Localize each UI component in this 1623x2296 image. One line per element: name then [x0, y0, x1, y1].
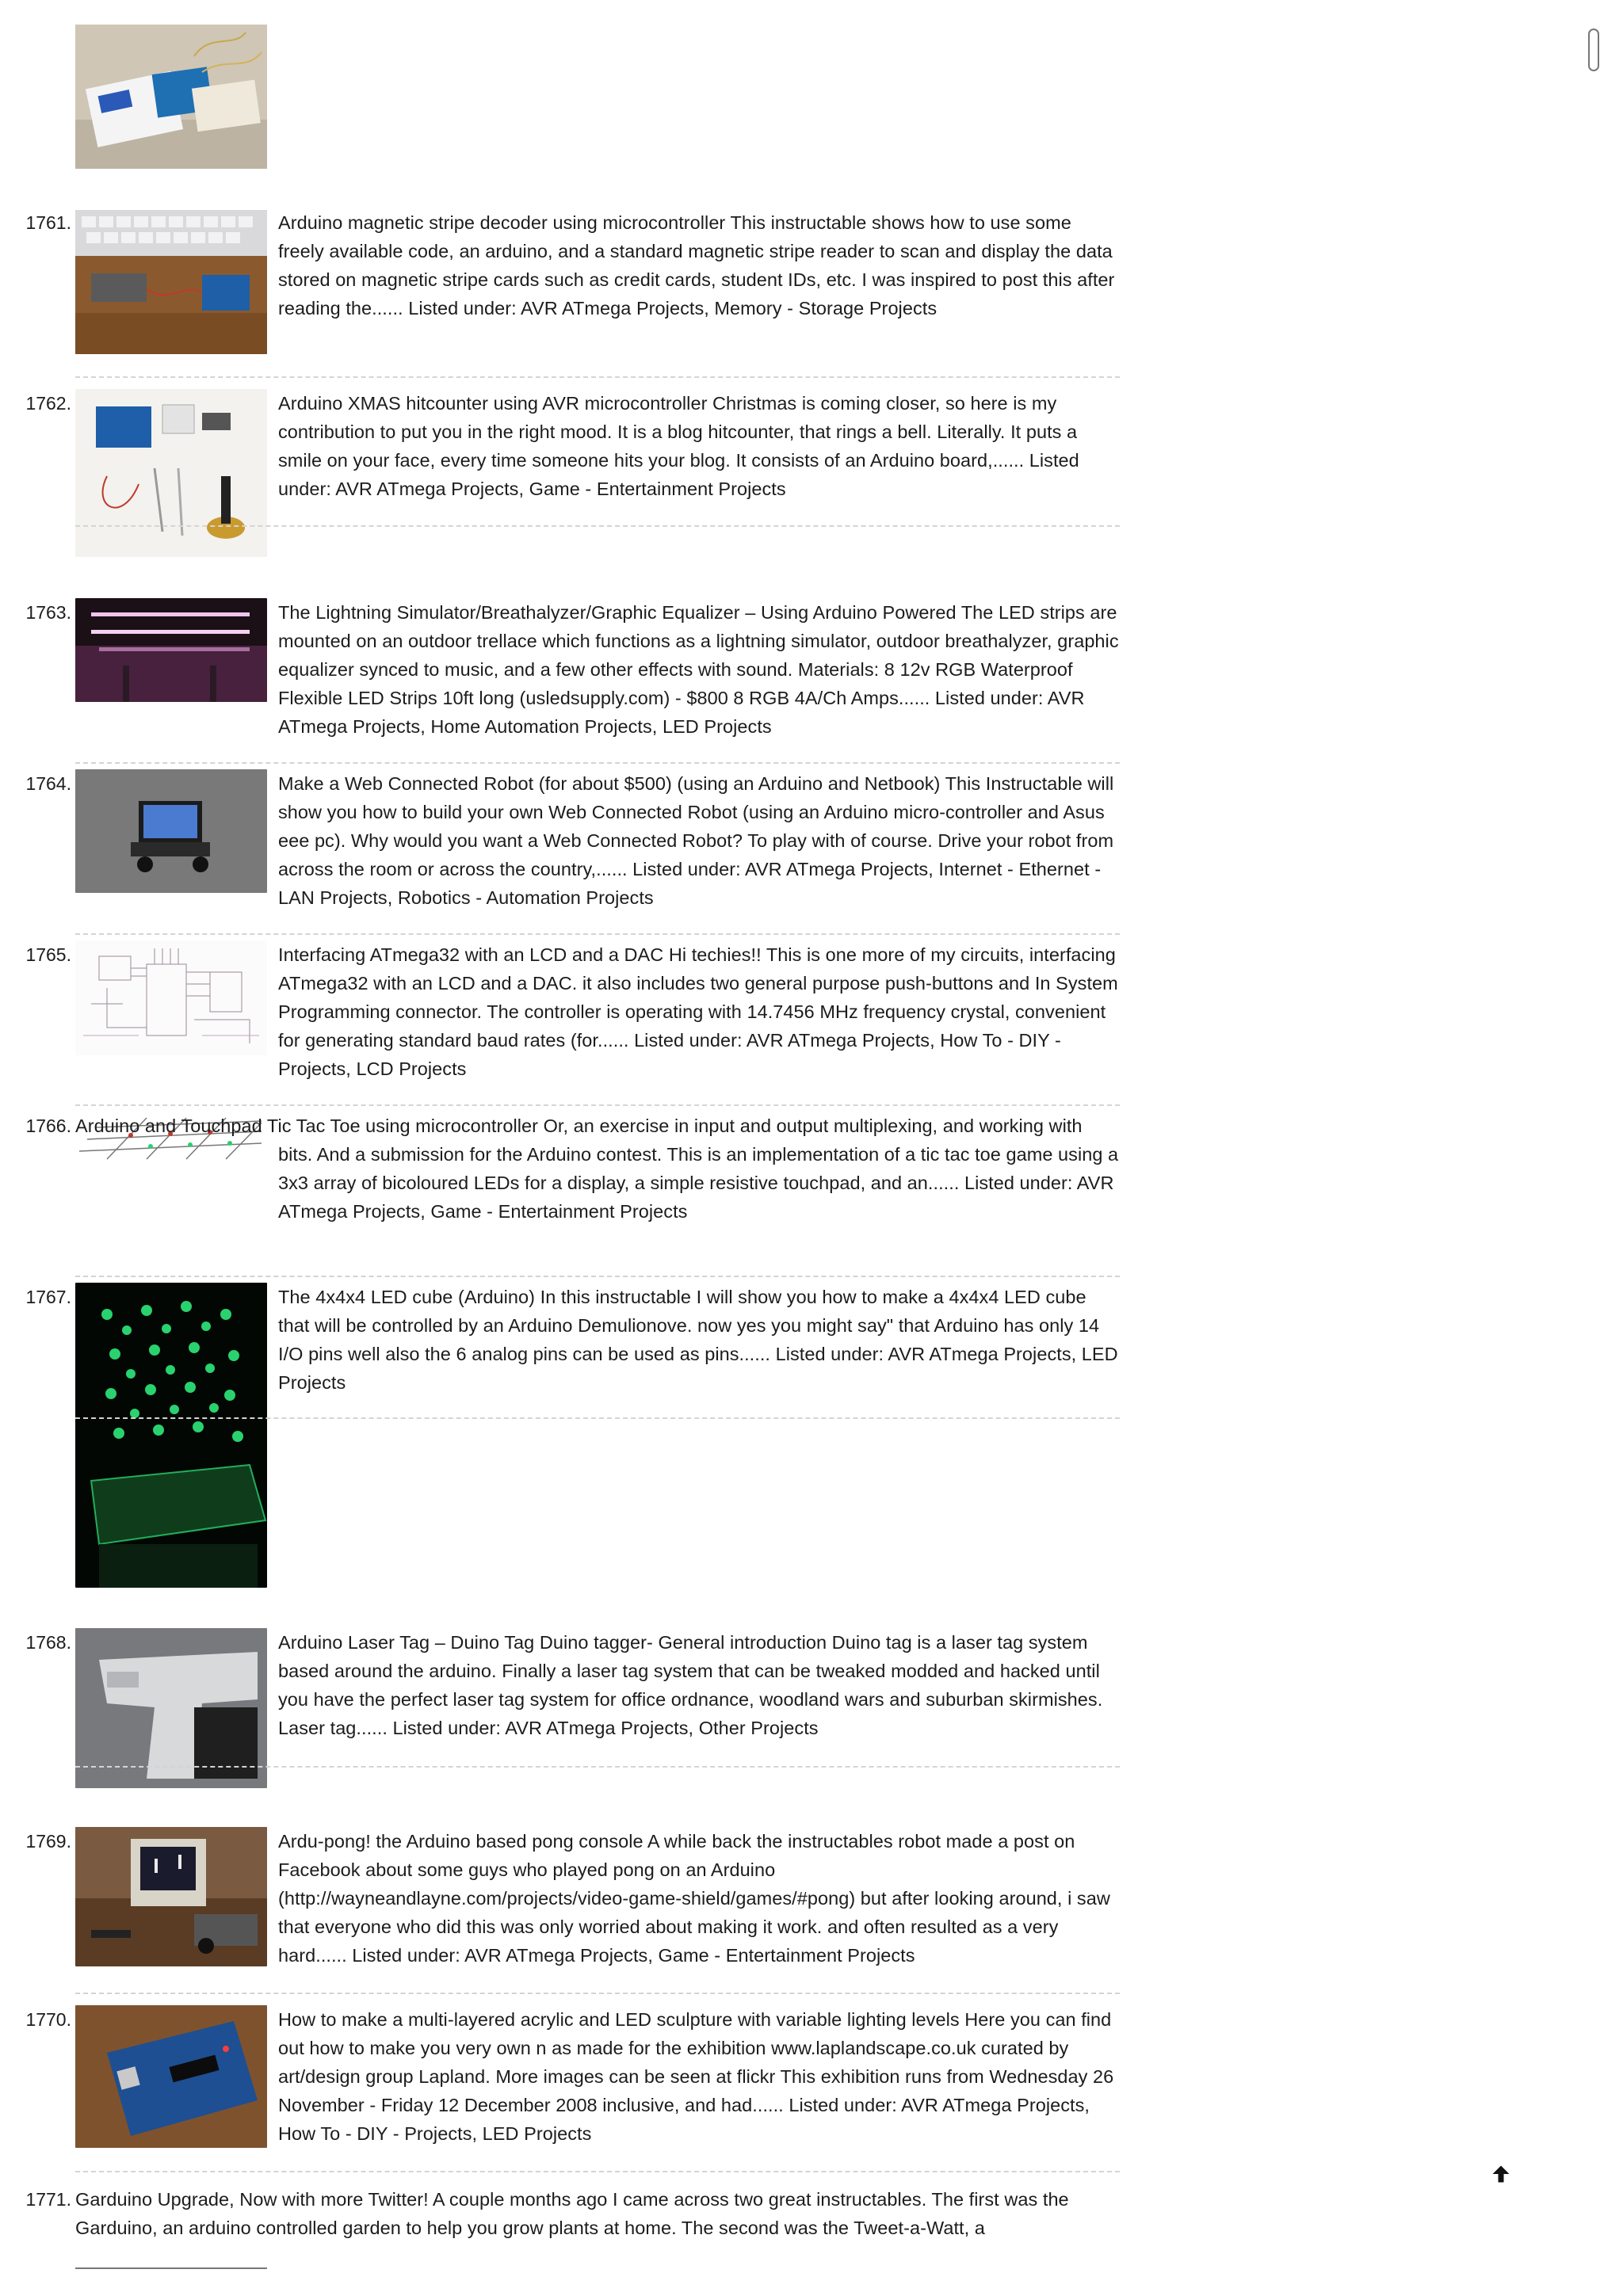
- thumbnail-web-robot[interactable]: [75, 769, 267, 893]
- arrow-up-icon: [1490, 2163, 1512, 2185]
- item-description: The 4x4x4 LED cube (Arduino) In this instructable I will show you how to make a 4x4x4 LED cube that will be controlled by an Arduino Demulionove. now yes you might say" that Arduino has only 14 I/O pins well also the 6 analog pins can be used as pins...... Listed under: AVR ATmega Projects, LED Projects: [278, 1287, 1118, 1393]
- item-separator: [75, 762, 1120, 764]
- item-description: Arduino XMAS hitcounter using AVR microcontroller Christmas is coming closer, so here is my contribution to put you in the right mood. It is a blog hitcounter, that rings a bell. Literally. It puts a smile on your face, every time someone hits your blog. It consists of an Arduino board,...... Listed under: AVR ATmega Projects, Game - Entertainment Projects: [278, 393, 1079, 499]
- item-number: 1770.: [25, 2009, 71, 2030]
- item-number: 1771.: [25, 2189, 71, 2210]
- item-description-text: Arduino and Touchpad Tic Tac Toe using microcontroller Or, an exercise in input and output multiplexing, and working with bits. And a submission for the Arduino contest. This is an implementation of a tic tac toe game using a 3x3 array of bicoloured LEDs for a display, a simple resistive touchpad, and an...... Listed under: AVR ATmega Projects, Game - Entertainment Projects: [75, 1116, 1119, 1222]
- thumbnail-laser-tag[interactable]: [75, 1628, 267, 1788]
- item-description: Arduino Laser Tag – Duino Tag Duino tagger- General introduction Duino tag is a laser tag system based around the arduino. Finally a laser tag system that can be tweaked modded and hacked until you have the perfect laser tag system for office ordnance, woodland wars and suburban skirmishes. Laser tag...... Listed under: AVR ATmega Projects, Other Projects: [278, 1632, 1103, 1738]
- item-description: Garduino Upgrade, Now with more Twitter! A couple months ago I came across two great instructables. The first was the Garduino, an arduino controlled garden to help you grow plants at home. The second was the Tweet-a-Watt, a: [75, 2189, 1069, 2238]
- item-number: 1767.: [25, 1287, 71, 1307]
- item-number: 1763.: [25, 602, 71, 623]
- item-separator: [75, 1993, 1120, 1994]
- item-description: Ardu-pong! the Arduino based pong console A while back the instructables robot made a post on Facebook about some guys who played pong on an Arduino (http://wayneandlayne.com/projects/video-game-shield/games/#pong) but after looking around, i saw that everyone who did this was only worried about making it work. and often resulted as a very hard...... Listed under: AVR ATmega Projects, Game - Entertainment Projects: [278, 1831, 1110, 1966]
- item-number: 1768.: [25, 1632, 71, 1653]
- scrollbar-thumb[interactable]: [1588, 29, 1599, 71]
- divider: [75, 2267, 267, 2269]
- item-separator: [75, 1417, 1120, 1419]
- item-description: Make a Web Connected Robot (for about $500) (using an Arduino and Netbook) This Instructable will show you how to build your own Web Connected Robot (using an Arduino micro-controller and Asus eee pc). Why would you want a Web Connected Robot? To play with of course. Drive your robot from across the room or across the country,...... Listed under: AVR ATmega Projects, Internet - Ethernet - LAN Projects, Robotics - Automation Projects: [278, 773, 1114, 908]
- item-number: 1769.: [25, 1831, 71, 1852]
- thumbnail-pong-console[interactable]: [75, 1827, 267, 1966]
- item-number: 1764.: [25, 773, 71, 794]
- back-to-top-button[interactable]: [1487, 2160, 1515, 2188]
- item-description: How to make a multi-layered acrylic and LED sculpture with variable lighting levels Here you can find out how to make you very own n as made for the exhibition www.laplandscape.co.uk curated by art/design group Lapland. More images can be seen at flickr This exhibition runs from Wednesday 26 November - Friday 12 December 2008 inclusive, and had...... Listed under: AVR ATmega Projects, How To - DIY - Projects, LED Projects: [278, 2009, 1114, 2144]
- item-separator: [75, 2171, 1120, 2172]
- thumbnail-arduino-board[interactable]: [75, 2005, 267, 2148]
- thumbnail-xmas-hitcounter[interactable]: [75, 389, 267, 557]
- item-separator: [75, 525, 1120, 527]
- item-number: 1762.: [25, 393, 71, 414]
- thumbnail-led-cube[interactable]: [75, 1283, 267, 1588]
- item-description: The Lightning Simulator/Breathalyzer/Graphic Equalizer – Using Arduino Powered The LED strips are mounted on an outdoor trellace which functions as a lightning simulator, outdoor breathalyzer, graphic equalizer synced to music, and a few other effects with sound. Materials: 8 12v RGB Waterproof Flexible LED Strips 10ft long (usledsupply.com) - $800 8 RGB 4A/Ch Amps...... Listed under: AVR ATmega Projects, Home Automation Projects, LED Projects: [278, 602, 1119, 737]
- item-separator: [75, 933, 1120, 935]
- item-separator: [75, 376, 1120, 378]
- thumbnail-arduino-breadboard[interactable]: [75, 25, 267, 169]
- item-description: Arduino magnetic stripe decoder using microcontroller This instructable shows how to use some freely available code, an arduino, and a standard magnetic stripe reader to scan and display the data stored on magnetic stripe cards such as credit cards, student IDs, etc. I was inspired to post this after reading the...... Listed under: AVR ATmega Projects, Memory - Storage Projects: [278, 212, 1115, 318]
- item-description: [75, 1112, 1121, 1226]
- thumbnail-card-reader[interactable]: [75, 210, 267, 354]
- thumbnail-lightning-simulator[interactable]: [75, 598, 267, 702]
- thumbnail-schematic[interactable]: [75, 940, 267, 1055]
- item-separator: [75, 1766, 1120, 1768]
- item-number: 1765.: [25, 944, 71, 965]
- item-description: Interfacing ATmega32 with an LCD and a DAC Hi techies!! This is one more of my circuits, interfacing ATmega32 with an LCD and a DAC. it also includes two general purpose push-buttons and In System Programming connector. The controller is operating with 14.7456 MHz frequency crystal, convenient for generating standard baud rates (for...... Listed under: AVR ATmega Projects, How To - DIY - Projects, LCD Projects: [278, 944, 1118, 1079]
- item-number: 1766.: [25, 1116, 71, 1136]
- item-separator: [75, 1104, 1120, 1106]
- item-separator: [75, 1276, 1120, 1277]
- item-number: 1761.: [25, 212, 71, 233]
